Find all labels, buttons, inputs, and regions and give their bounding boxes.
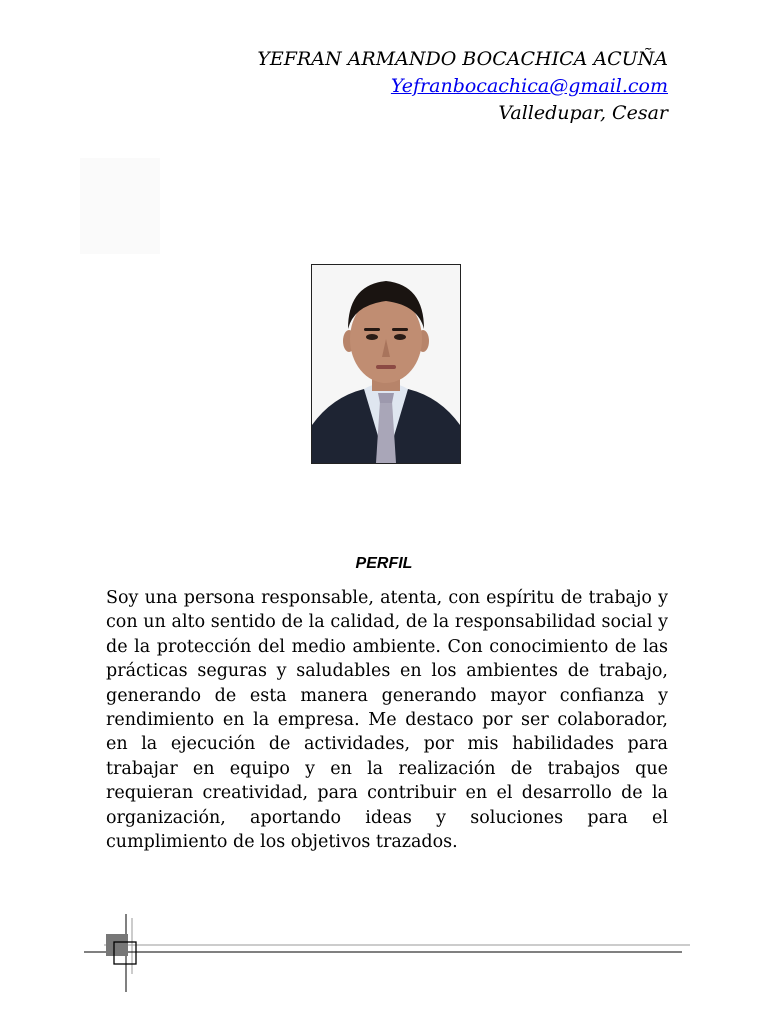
faint-image-placeholder <box>80 158 160 254</box>
contact-header <box>257 46 668 127</box>
email-link[interactable]: Yefranbocachica@gmail.com <box>390 75 668 97</box>
page-ornament <box>80 914 690 996</box>
profile-photo <box>311 264 461 464</box>
candidate-name: YEFRAN ARMANDO BOCACHICA ACUÑA <box>257 48 668 70</box>
section-title: PERFIL <box>355 555 413 572</box>
location-text: Valledupar, Cesar <box>498 102 668 124</box>
portrait-illustration <box>312 265 460 463</box>
profile-paragraph: Soy una persona responsable, atenta, con espíritu de trabajo y con un alto sentido de la calidad, de la responsabilidad social y de la protección del medio ambiente. Con conocimiento de las prácticas seguras y saludables en los ambientes de trabajo, generando de esta manera generando mayor confianza y rendimiento en la empresa. Me destaco por ser colaborador, en la ejecución de actividades, por mis habilidades para trabajar en equipo y en la realización de trabajos que requieran creatividad, para contribuir en el desarrollo de la organización, aportando ideas y soluciones para el cumplimiento de los objetivos trazados. <box>106 588 668 853</box>
